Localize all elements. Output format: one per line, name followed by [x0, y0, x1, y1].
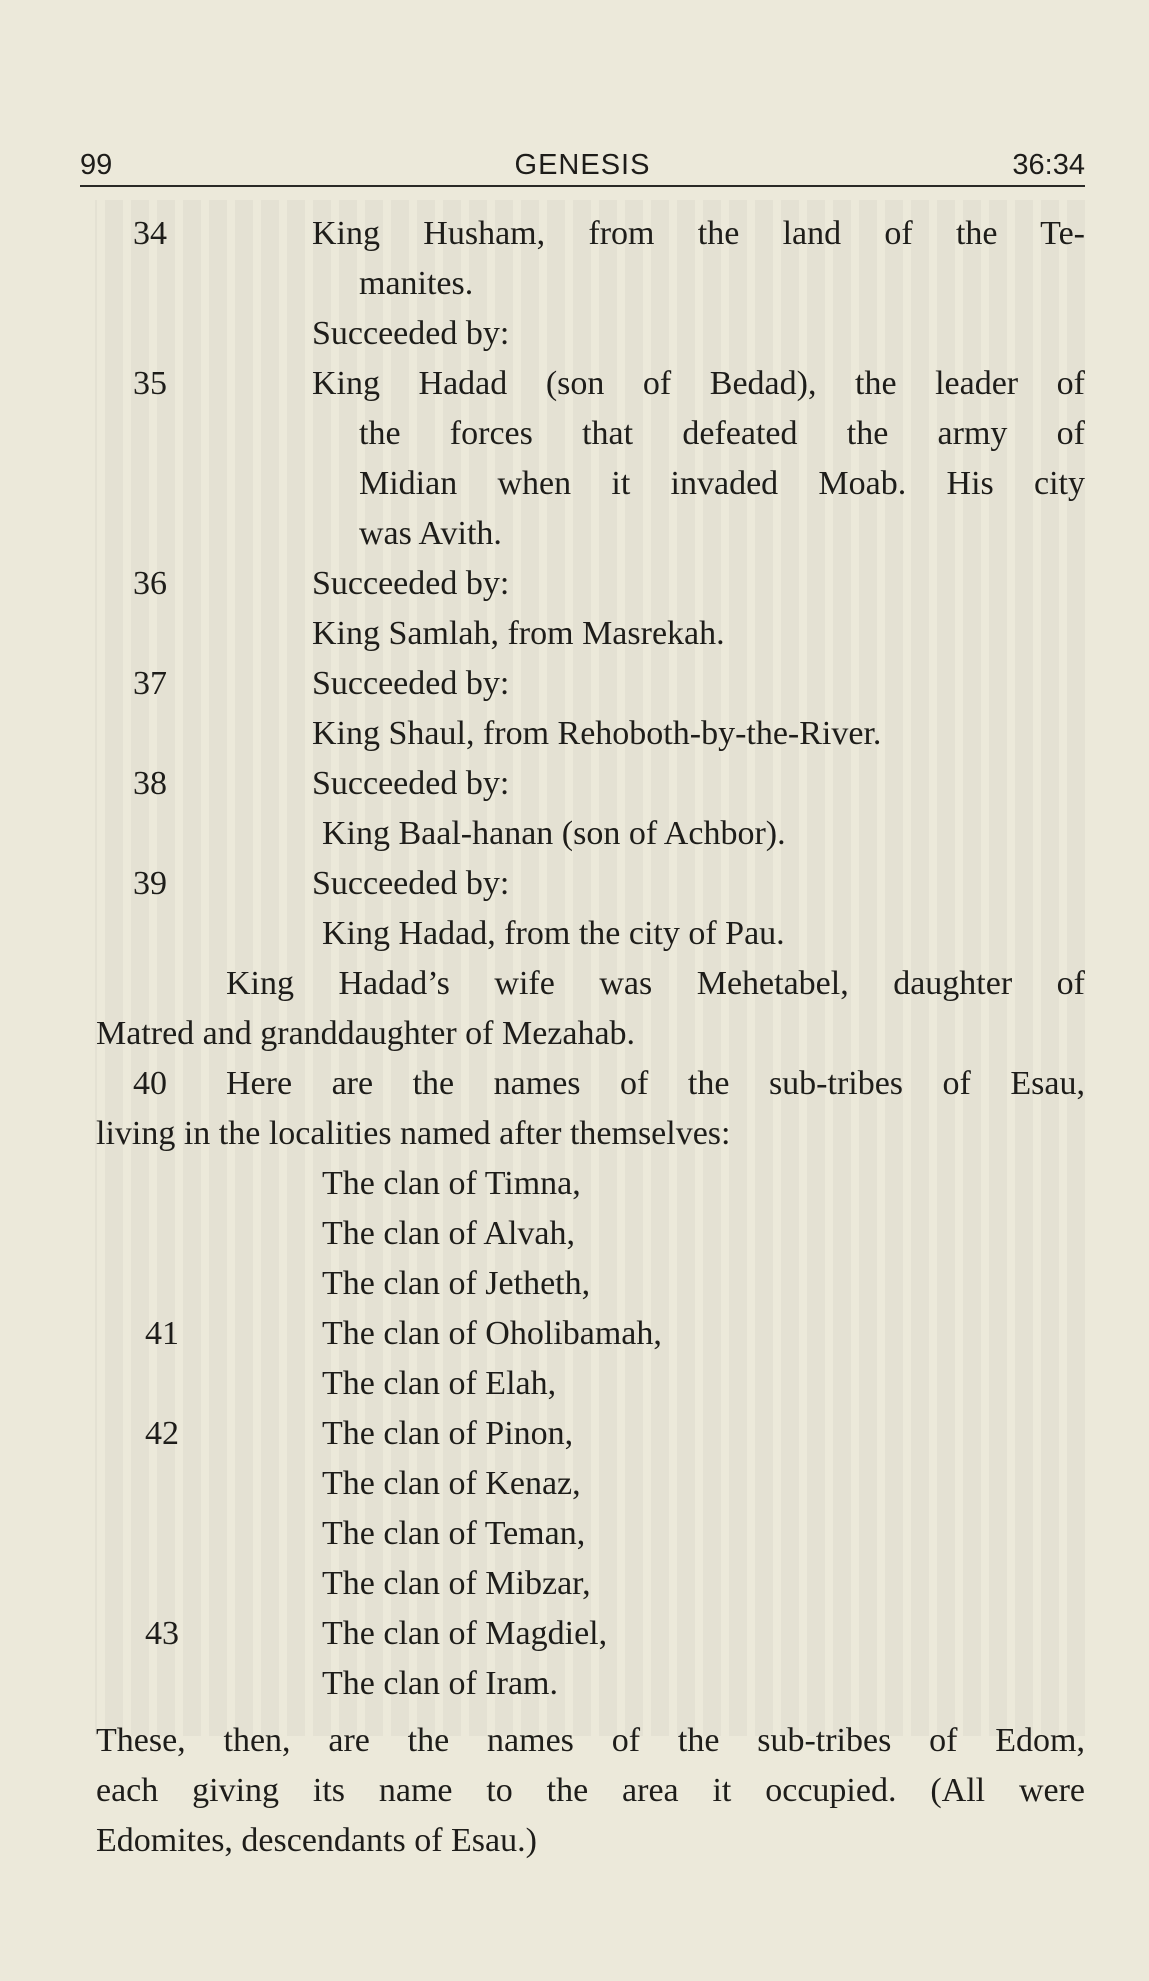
clan-item: The clan of Elah,: [322, 1365, 557, 1402]
text-line: Here are the names of the sub-tribes of Esau,: [226, 1065, 1085, 1102]
text-line: These, then, are the names of the sub-tribes of Edom,: [96, 1722, 1085, 1759]
text-line: King Samlah, from Masrekah.: [312, 615, 725, 652]
text-line: King Baal-hanan (son of Achbor).: [322, 815, 786, 852]
text-line: Succeeded by:: [312, 765, 510, 802]
text-line: King Husham, from the land of the Te-: [312, 215, 1085, 252]
clan-item: The clan of Magdiel,: [322, 1615, 608, 1652]
verse-number: 43: [145, 1615, 179, 1652]
verse-number: 35: [133, 365, 167, 402]
clan-item: The clan of Kenaz,: [322, 1465, 581, 1502]
page-number: 99: [80, 149, 113, 181]
chapter-verse-reference: 36:34: [1012, 149, 1085, 181]
text-line: Matred and granddaughter of Mezahab.: [96, 1015, 636, 1052]
clan-item: The clan of Mibzar,: [322, 1565, 591, 1602]
text-line: was Avith.: [359, 515, 502, 552]
clan-item: The clan of Jetheth,: [322, 1265, 591, 1302]
verse-number: 39: [133, 865, 167, 902]
text-line: King Hadad, from the city of Pau.: [322, 915, 785, 952]
verse-number: 38: [133, 765, 167, 802]
text-line: Succeeded by:: [312, 315, 510, 352]
verse-number: 42: [145, 1415, 179, 1452]
verse-number: 40: [133, 1065, 167, 1102]
text-line: Succeeded by:: [312, 665, 510, 702]
text-line: King Hadad (son of Bedad), the leader of: [312, 365, 1085, 402]
clan-item: The clan of Oholibamah,: [322, 1315, 662, 1352]
text-line: manites.: [359, 265, 474, 302]
clan-item: The clan of Alvah,: [322, 1215, 576, 1252]
verse-number: 41: [145, 1315, 179, 1352]
clan-item: The clan of Teman,: [322, 1515, 586, 1552]
text-line: King Hadad’s wife was Mehetabel, daughter of: [226, 965, 1085, 1002]
text-line: the forces that defeated the army of: [359, 415, 1085, 452]
text-line: Succeeded by:: [312, 865, 510, 902]
clan-item: The clan of Iram.: [322, 1665, 558, 1702]
verse-number: 34: [133, 215, 167, 252]
running-header: [80, 143, 1085, 187]
text-line: Succeeded by:: [312, 565, 510, 602]
verse-number: 37: [133, 665, 167, 702]
text-line: Midian when it invaded Moab. His city: [359, 465, 1085, 502]
text-line: Edomites, descendants of Esau.): [96, 1822, 537, 1859]
text-line: King Shaul, from Rehoboth-by-the-River.: [312, 715, 882, 752]
clan-item: The clan of Timna,: [322, 1165, 581, 1202]
text-line: living in the localities named after themselves:: [96, 1115, 731, 1152]
text-line: each giving its name to the area it occupied. (All were: [96, 1772, 1085, 1809]
book-title: GENESIS: [514, 149, 651, 181]
clan-item: The clan of Pinon,: [322, 1415, 574, 1452]
verse-number: 36: [133, 565, 167, 602]
